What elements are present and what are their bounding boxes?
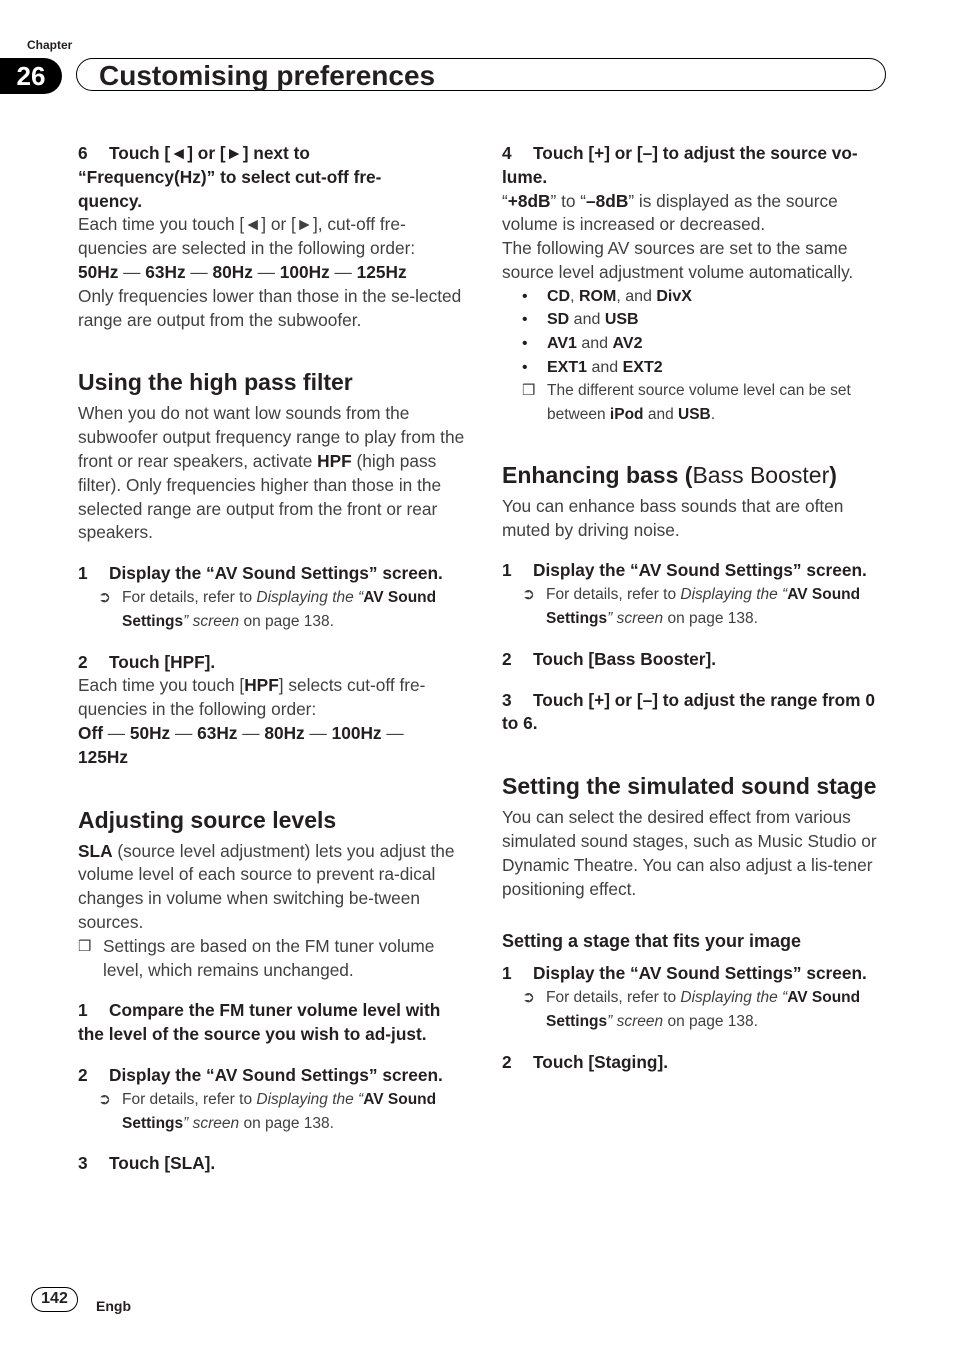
- frequency-value: 50Hz: [129, 722, 171, 743]
- section-title-hpf: Using the high pass filter: [78, 369, 353, 396]
- hpf-step-2-body: Each time you touch [HPF] selects cut-off fre-quencies in the following order:: [78, 675, 426, 720]
- frequency-value: 63Hz: [197, 722, 238, 743]
- arrow-icon: ➲: [522, 988, 535, 1006]
- step-4-body-2: The following AV sources are set to the same source level adjustment volume automatically.: [502, 238, 854, 282]
- arrow-icon: ➲: [98, 588, 111, 606]
- frequency-value: 80Hz: [264, 722, 305, 743]
- separator-dash: —: [309, 722, 327, 743]
- chapter-label: Chapter: [27, 38, 73, 52]
- frequency-value: 50Hz: [78, 261, 119, 282]
- sla-step-3: 3 Touch [SLA].: [78, 1153, 216, 1174]
- frequency-value: 125Hz: [78, 746, 128, 767]
- page-number: 142: [31, 1287, 78, 1312]
- arrow-icon: ➲: [522, 586, 535, 604]
- frequency-value: 100Hz: [331, 722, 382, 743]
- stage-reference-note: ➲ For details, refer to Displaying the “AV Sound Settings” screen on page 138.: [502, 986, 892, 1034]
- sla-step-2: 2 Display the “AV Sound Settings” screen.: [78, 1064, 443, 1085]
- stage-description: You can select the desired effect from various simulated sound stages, such as Music Studio or Dynamic Theatre. You can also adjust a lis-tener positioning effect.: [502, 807, 877, 899]
- separator-dash: —: [175, 722, 193, 743]
- hpf-reference-note: ➲ For details, refer to Displaying the “AV Sound Settings” screen on page 138.: [78, 586, 466, 634]
- frequency-value: 80Hz: [212, 261, 253, 282]
- separator-dash: —: [334, 261, 352, 282]
- bass-reference-note: ➲ For details, refer to Displaying the “AV Sound Settings” screen on page 138.: [502, 583, 892, 631]
- subsection-title-stage: Setting a stage that fits your image: [502, 931, 802, 952]
- stage-step-1: 1 Display the “AV Sound Settings” screen.: [502, 963, 867, 984]
- list-item: • EXT1 and EXT2: [502, 356, 892, 380]
- separator-dash: —: [123, 261, 141, 282]
- arrow-icon: ➲: [98, 1090, 111, 1108]
- step-6: [78, 142, 418, 213]
- step-6-body: Each time you touch [◄] or [►], cut-off fre-quencies are selected in the following order:: [78, 214, 416, 259]
- bass-step-3: 3 Touch [+] or [–] to adjust the range from 0 to 6.: [502, 689, 875, 734]
- bass-step-1: 1 Display the “AV Sound Settings” screen.: [502, 560, 867, 581]
- bass-step-2: 2 Touch [Bass Booster].: [502, 648, 717, 669]
- chapter-title: Customising preferences: [99, 60, 436, 91]
- separator-dash: —: [257, 261, 275, 282]
- separator-dash: —: [107, 722, 126, 743]
- section-title-sla: Adjusting source levels: [78, 806, 337, 833]
- chapter-number: 26: [0, 58, 62, 94]
- frequency-value: Off: [78, 722, 103, 743]
- source-list: [502, 285, 892, 379]
- step-number: 6: [78, 143, 88, 163]
- separator-dash: —: [242, 722, 260, 743]
- frequency-value: 100Hz: [279, 261, 330, 282]
- section-title-bass: Enhancing bass (Bass Booster): [502, 461, 837, 488]
- hpf-frequency-order: [78, 722, 443, 770]
- hpf-step-2: 2 Touch [HPF].: [78, 651, 216, 672]
- separator-dash: —: [386, 722, 404, 743]
- checkbox-icon: ❒: [78, 937, 92, 955]
- list-item: • CD, ROM, and DivX: [502, 285, 892, 309]
- section-title-stage: Setting the simulated sound stage: [502, 773, 877, 800]
- sla-note: ❒ Settings are based on the FM tuner volume level, which remains unchanged.: [78, 935, 435, 980]
- stage-step-2: 2 Touch [Staging].: [502, 1051, 669, 1072]
- cutoff-frequency-order: [78, 261, 466, 285]
- frequency-value: 63Hz: [145, 261, 186, 282]
- list-item: • SD and USB: [502, 308, 892, 332]
- step-4-body: “+8dB” to “–8dB” is displayed as the source volume is increased or decreased.: [502, 190, 838, 235]
- chapter-title-box: [76, 58, 886, 91]
- right-column: [502, 142, 892, 1074]
- sla-step-1: 1 Compare the FM tuner volume level with the level of the source you wish to ad-just.: [78, 1000, 441, 1045]
- checkbox-icon: ❒: [522, 382, 536, 400]
- ipod-usb-note: ❒ The different source volume level can be set between iPod and USB.: [502, 379, 892, 427]
- separator-dash: —: [190, 261, 208, 282]
- hpf-step-1: 1 Display the “AV Sound Settings” screen.: [78, 563, 443, 584]
- bullet-icon: •: [522, 311, 528, 329]
- sla-reference-note: ➲ For details, refer to Displaying the “AV Sound Settings” screen on page 138.: [78, 1088, 466, 1136]
- sla-step-4: 4 Touch [+] or [–] to adjust the source vo-lume.: [502, 143, 858, 187]
- bullet-icon: •: [522, 334, 528, 352]
- hpf-description: When you do not want low sounds from the subwoofer output frequency range to play from the front or rear speakers, activate HPF (high pass filter). Only frequencies higher than those in the selected range are output from the front or rear speakers.: [78, 403, 465, 543]
- step-text: Touch [◄] or [►] next to “Frequency(Hz)” to select cut-off fre-quency.: [78, 143, 382, 211]
- list-item: • AV1 and AV2: [502, 332, 892, 356]
- language-code: Engb: [96, 1298, 131, 1314]
- step-6-after: Only frequencies lower than those in the se-lected range are output from the subwoofer.: [78, 285, 462, 330]
- bass-description: You can enhance bass sounds that are often muted by driving noise.: [502, 495, 844, 540]
- left-column: [78, 142, 466, 1176]
- bullet-icon: •: [522, 358, 528, 376]
- frequency-value: 125Hz: [356, 261, 407, 282]
- sla-description: SLA (source level adjustment) lets you adjust the volume level of each source to prevent ra-dical changes in volume when switching be-tween sources.: [78, 840, 455, 932]
- bullet-icon: •: [522, 287, 528, 305]
